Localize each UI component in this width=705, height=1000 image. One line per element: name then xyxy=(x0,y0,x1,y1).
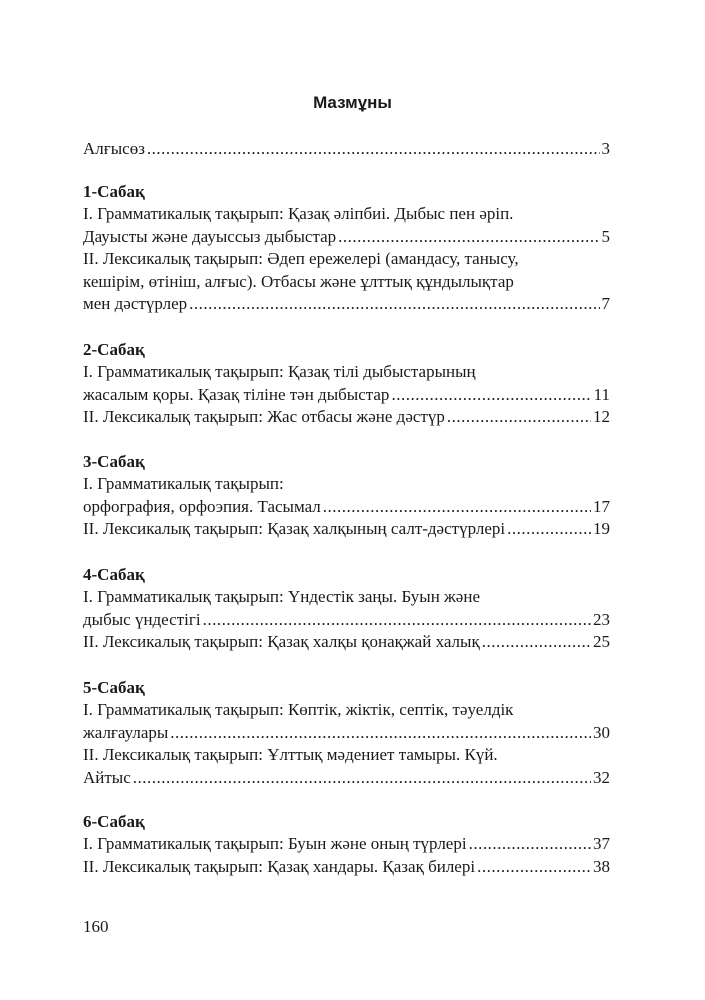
toc-entry-text: II. Лексикалық тақырып: Қазақ халқы қонақжай халық xyxy=(83,632,480,652)
toc-line: I. Грамматикалық тақырып: Қазақ тілі дыбыстарының xyxy=(83,362,476,382)
toc-line: I. Грамматикалық тақырып: xyxy=(83,474,284,494)
toc-entry xyxy=(83,517,610,540)
toc-page-number: 17 xyxy=(593,496,610,516)
toc-entry xyxy=(83,630,610,653)
dot-leader xyxy=(203,608,591,631)
toc-page-number: 7 xyxy=(601,294,610,313)
toc-entry xyxy=(83,405,610,428)
toc-page-number: 32 xyxy=(593,767,610,787)
dot-leader xyxy=(507,517,591,540)
toc-entry-text: II. Лексикалық тақырып: Жас отбасы және дәстүр xyxy=(83,407,445,427)
toc-page-number: 3 xyxy=(601,139,610,158)
lesson-heading: 1-Сабақ xyxy=(83,182,145,201)
page-number: 160 xyxy=(83,917,109,936)
lesson-heading: 4-Сабақ xyxy=(83,565,145,584)
toc-entry xyxy=(83,225,610,248)
dot-leader xyxy=(338,225,599,248)
toc-entry xyxy=(83,766,610,789)
toc-entry-text: мен дәстүрлер xyxy=(83,294,188,313)
dot-leader xyxy=(391,383,591,406)
toc-entry-text: II. Лексикалық тақырып: Қазақ хандары. Қазақ билері xyxy=(83,856,476,876)
dot-leader xyxy=(189,292,599,315)
toc-entry xyxy=(83,292,610,315)
dot-leader xyxy=(469,832,591,855)
dot-leader xyxy=(147,137,600,160)
toc-line: I. Грамматикалық тақырып: Көптік, жіктік, септік, тәуелдік xyxy=(83,700,514,720)
dot-leader xyxy=(323,495,591,518)
toc-entry-text: орфография, орфоэпия. Тасымал xyxy=(83,496,321,516)
toc-page-number: 12 xyxy=(593,407,610,427)
lesson-heading: 3-Сабақ xyxy=(83,452,145,471)
dot-leader xyxy=(477,855,591,878)
toc-page-number: 23 xyxy=(593,609,610,629)
toc-entry-text: Дауысты және дауыссыз дыбыстар xyxy=(83,226,337,246)
toc-page-number: 11 xyxy=(593,384,610,404)
toc-entry xyxy=(83,855,610,878)
toc-entry xyxy=(83,608,610,631)
dot-leader xyxy=(482,630,591,653)
toc-page-number: 30 xyxy=(593,722,610,742)
toc-line: I. Грамматикалық тақырып: Үндестік заңы. Буын және xyxy=(83,587,480,607)
toc-entry-text: II. Лексикалық тақырып: Қазақ халқының салт-дәстүрлері xyxy=(83,519,506,539)
page-title: Мазмұны xyxy=(313,93,392,112)
toc-entry-preface xyxy=(83,137,610,160)
toc-entry-text: жалғаулары xyxy=(83,722,169,742)
toc-line: кешірім, өтініш, алғыс). Отбасы және ұлттық құндылықтар xyxy=(83,271,514,291)
toc-entry-text: I. Грамматикалық тақырып: Буын және оның түрлері xyxy=(83,834,467,854)
toc-page-number: 5 xyxy=(601,226,610,246)
lesson-heading: 6-Сабақ xyxy=(83,812,145,831)
toc-page-number: 25 xyxy=(593,632,610,652)
toc-entry xyxy=(83,721,610,744)
toc-entry xyxy=(83,832,610,855)
toc-line: II. Лексикалық тақырып: Ұлттық мәдениет тамыры. Күй. xyxy=(83,745,498,765)
toc-entry-text: Айтыс xyxy=(83,767,131,787)
toc-page-number: 19 xyxy=(593,519,610,539)
toc-line: I. Грамматикалық тақырып: Қазақ әліпбиі. Дыбыс пен әріп. xyxy=(83,204,514,224)
lesson-heading: 5-Сабақ xyxy=(83,678,145,697)
toc-entry xyxy=(83,383,610,406)
dot-leader xyxy=(170,721,591,744)
toc-page-number: 37 xyxy=(593,834,610,854)
toc-entry-text: жасалым қоры. Қазақ тіліне тән дыбыстар xyxy=(83,384,390,404)
lesson-heading: 2-Сабақ xyxy=(83,340,145,359)
dot-leader xyxy=(133,766,591,789)
toc-page-number: 38 xyxy=(593,856,610,876)
toc-line: II. Лексикалық тақырып: Әдеп ережелері (амандасу, танысу, xyxy=(83,249,519,269)
toc-entry-text: Алғысөз xyxy=(83,139,145,158)
toc-entry-text: дыбыс үндестігі xyxy=(83,609,201,629)
toc-entry xyxy=(83,495,610,518)
dot-leader xyxy=(447,405,591,428)
